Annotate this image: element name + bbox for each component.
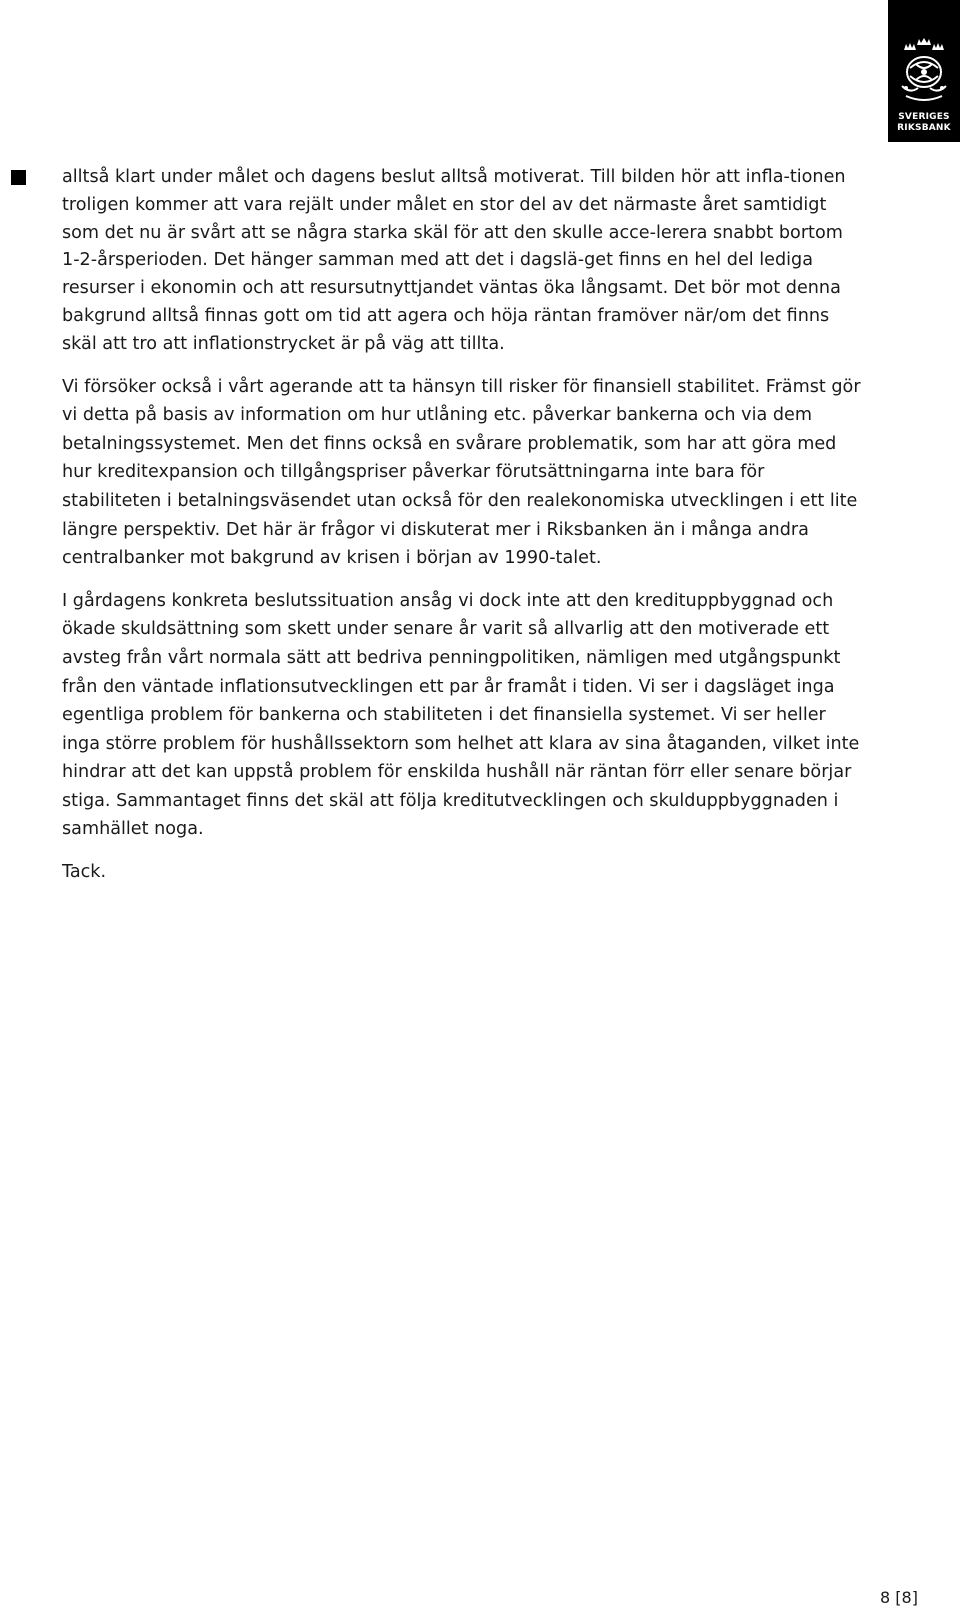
closing-line: Tack.	[62, 862, 107, 883]
section-marker	[11, 170, 26, 185]
paragraph: Vi försöker också i vårt agerande att ta hänsyn till risker för finansiell stabilitet. Främst gör vi detta på basis av information om hur utlåning etc. påverkar bankerna och via dem betalningssystemet. Men det finns också en svårare problematik, som har att göra med hur kreditexpansion och tillgångspriser påverkar förutsättningarna inte bara för stabiliteten i betalningsväsendet utan också för den realekonomiska utvecklingen i ett lite längre perspektiv. Det här är frågor vi diskuterat mer i Riksbanken än i många andra centralbanker mot bakgrund av krisen i början av 1990-talet.	[62, 376, 861, 569]
document-body	[62, 164, 862, 887]
logo-text-riksbank: RIKSBANK	[897, 123, 951, 133]
paragraph: alltså klart under målet och dagens beslut alltså motiverat. Till bilden hör att infla-tionen troligen kommer att vara rejält under målet en stor del av det närmaste året samtidigt som det nu är svårt att se några starka skäl för att den skulle acce-lerera snabbt bortom 1-2-årsperioden. Det hänger samman med att det i dagslä-get finns en hel del lediga resurser i ekonomin och att resursutnyttjandet väntas öka långsamt. Det bör mot denna bakgrund alltså finnas gott om tid att agera och höja räntan framöver när/om det finns skäl att tro att inflationstrycket är på väg att tillta.	[62, 167, 846, 354]
page-number: 8 [8]	[880, 1588, 918, 1607]
riksbank-logo	[888, 0, 960, 142]
riksbank-emblem-icon	[896, 38, 952, 108]
paragraph: I gårdagens konkreta beslutssituation ansåg vi dock inte att den kredituppbyggnad och ökade skuldsättning som skett under senare år varit så allvarlig att den motiverade ett avsteg från vårt normala sätt att bedriva penningpolitiken, nämligen med utgångspunkt från den väntade inflationsutvecklingen ett par år framåt i tiden. Vi ser i dagsläget inga egentliga problem för bankerna och stabiliteten i det finansiella systemet. Vi ser heller inga större problem för hushållssektorn som helhet att klara av sina åtaganden, vilket inte hindrar att det kan uppstå problem för enskilda hushåll när räntan förr eller senare börjar stiga. Sammantaget finns det skäl att följa kreditutvecklingen och skulduppbyggnaden i samhället noga.	[62, 590, 860, 840]
logo-text-sveriges: SVERIGES	[898, 112, 950, 122]
